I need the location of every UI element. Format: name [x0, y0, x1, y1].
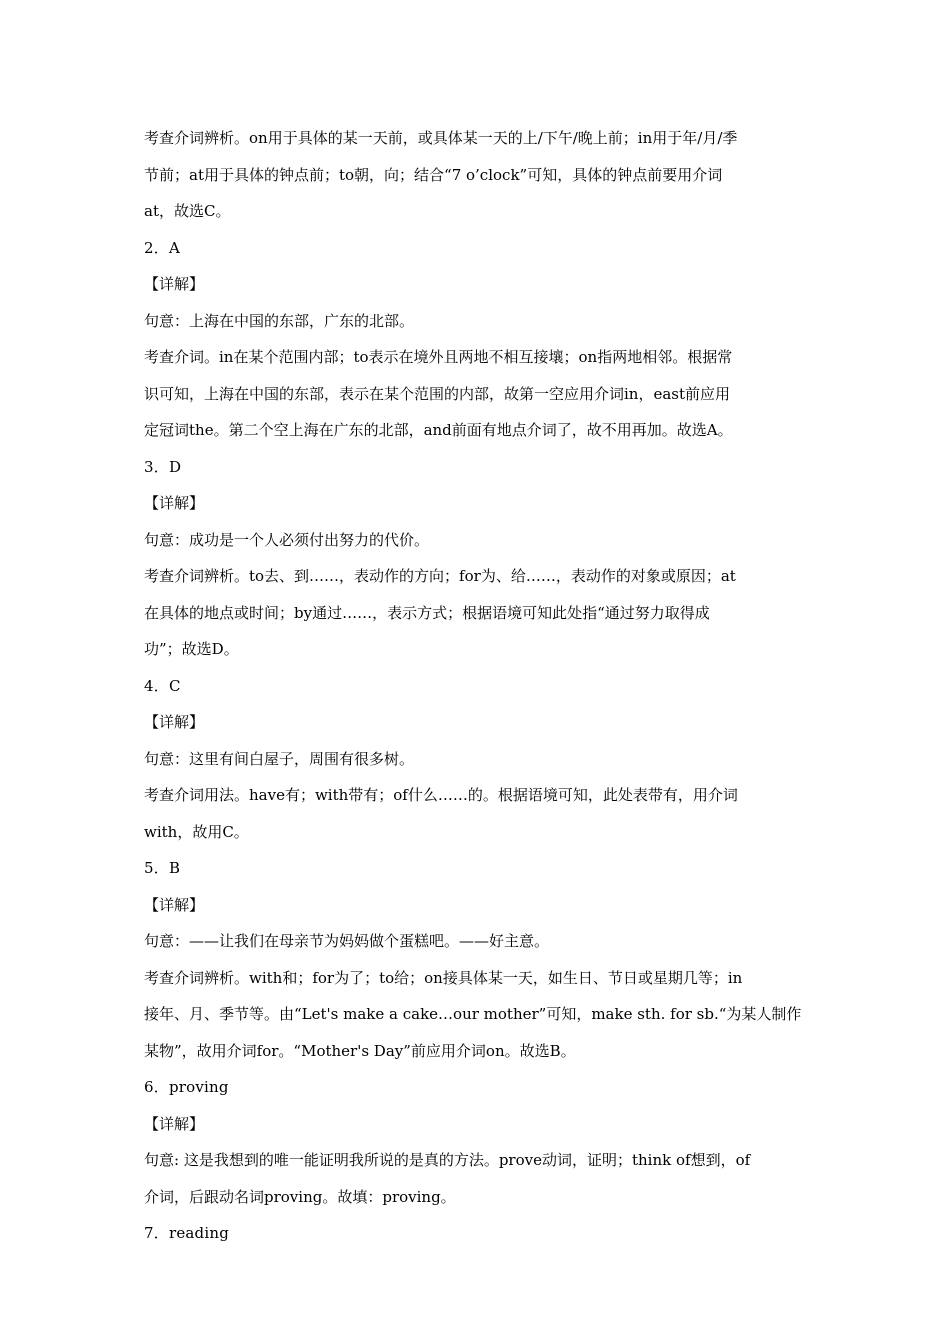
text-line: with，故用C。 [144, 822, 249, 841]
sentence-meaning: 句意：这里有间白屋子，周围有很多树。 [144, 749, 415, 768]
text-line: 接年、月、季节等。由“Let's make a cake…our mother”可知，make sth. for sb.“为某人制作 [144, 1005, 802, 1023]
answer-heading-6: 6．proving [144, 1078, 229, 1096]
sentence-meaning: 句意：成功是一个人必须付出努力的代价。 [144, 530, 430, 549]
sentence-meaning: 句意：上海在中国的东部，广东的北部。 [144, 311, 415, 330]
text-line: 考查介词辨析。with和；for为了；to给；on接具体某一天，如生日、节日或星期几等；in [144, 968, 743, 987]
detail-heading: 【详解】 [144, 275, 205, 293]
answer-heading-2: 2．A [144, 238, 180, 257]
answer-heading-7: 7．reading [144, 1224, 229, 1242]
answer-heading-3: 3．D [144, 457, 182, 476]
detail-heading: 【详解】 [144, 1114, 205, 1133]
detail-heading: 【详解】 [144, 895, 205, 914]
text-line: at，故选C。 [144, 202, 231, 220]
text-line: 在具体的地点或时间；by通过……，表示方式；根据语境可知此处指“通过努力取得成 [144, 603, 710, 622]
text-line: 考查介词用法。have有；with带有；of什么……的。根据语境可知，此处表带有，用介词 [144, 786, 738, 804]
text-line: 考查介词辨析。to去、到……，表动作的方向；for为、给……，表动作的对象或原因；at [144, 567, 736, 585]
detail-heading: 【详解】 [144, 713, 205, 731]
detail-heading: 【详解】 [144, 494, 205, 512]
text-line: 识可知，上海在中国的东部，表示在某个范围的内部，故第一空应用介词in，east前应用 [144, 384, 731, 403]
sentence-meaning: 句意: 这是我想到的唯一能证明我所说的是真的方法。prove动词，证明；think of想到，of [144, 1151, 751, 1169]
text-line: 考查介词。in在某个范围内部；to表示在境外且两地不相互接壤；on指两地相邻。根据常 [144, 348, 733, 366]
answer-heading-5: 5．B [144, 859, 181, 877]
text-line: 某物”，故用介词for。“Mother's Day”前应用介词on。故选B。 [144, 1041, 576, 1060]
answer-explanations [144, 120, 806, 1252]
text-line: 考查介词辨析。on用于具体的某一天前，或具体某一天的上/下午/晚上前；in用于年/月/季 [144, 129, 738, 147]
text-line: 功”；故选D。 [144, 640, 239, 658]
text-line: 定冠词the。第二个空上海在广东的北部，and前面有地点介词了，故不用再加。故选A。 [144, 421, 733, 439]
text-line: 节前；at用于具体的钟点前；to朝，向；结合“7 o’clock”可知，具体的钟点前要用介词 [144, 165, 723, 184]
sentence-meaning: 句意：——让我们在母亲节为妈妈做个蛋糕吧。——好主意。 [144, 932, 550, 950]
text-line: 介词，后跟动名词proving。故填：proving。 [144, 1187, 456, 1206]
answer-heading-4: 4．C [144, 676, 181, 695]
